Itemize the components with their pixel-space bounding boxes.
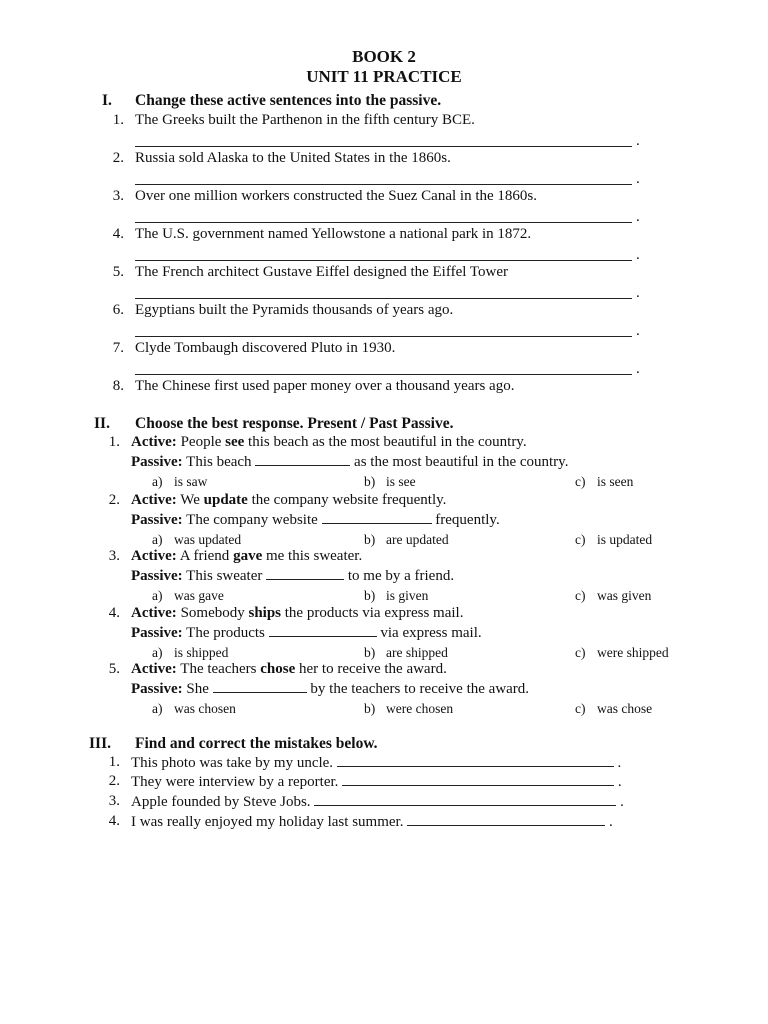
passive-label: Passive: <box>131 625 183 641</box>
mistake-sentence: Apple founded by Steve Jobs. . <box>131 794 624 810</box>
sentence-text: They were interview by a reporter. <box>131 774 343 790</box>
answer-line[interactable] <box>135 222 632 223</box>
answer-option[interactable] <box>152 701 236 717</box>
passive-label: Passive: <box>131 454 183 470</box>
answer-option[interactable] <box>575 645 669 661</box>
correction-blank[interactable] <box>407 813 605 826</box>
option-letter: c) <box>575 588 586 603</box>
item-number: 3. <box>112 188 124 204</box>
mistake-sentence: I was really enjoyed my holiday last summer. . <box>131 814 613 830</box>
option-letter: a) <box>152 645 163 660</box>
section-1-title: Change these active sentences into the passive. <box>135 92 442 109</box>
passive-sentence: Passive: She by the teachers to receive the award. <box>131 681 530 697</box>
line-period: . <box>636 361 640 377</box>
answer-option[interactable] <box>364 645 448 661</box>
sentence-text: I was really enjoyed my holiday last summer. <box>131 814 408 830</box>
answer-blank[interactable] <box>266 567 344 580</box>
option-letter: b) <box>364 701 376 716</box>
active-sentence: Active: We update the company website frequently. <box>131 492 447 508</box>
option-text: is see <box>386 474 416 489</box>
option-text: are shipped <box>386 645 448 660</box>
answer-option[interactable] <box>575 701 652 717</box>
item-sentence: The French architect Gustave Eiffel designed the Eiffel Tower <box>135 264 508 280</box>
option-letter: c) <box>575 474 586 489</box>
active-label: Active: <box>131 661 177 677</box>
active-verb: update <box>203 492 248 508</box>
active-sentence: Active: People see this beach as the most beautiful in the country. <box>131 434 527 450</box>
item-number: 3. <box>108 793 120 809</box>
item-sentence: Russia sold Alaska to the United States in the 1860s. <box>135 150 451 166</box>
item-sentence: The Chinese first used paper money over a thousand years ago. <box>135 378 515 394</box>
option-text: is given <box>386 588 429 603</box>
answer-blank[interactable] <box>255 453 350 466</box>
line-period: . <box>636 323 640 339</box>
option-text: were shipped <box>597 645 669 660</box>
passive-label: Passive: <box>131 568 183 584</box>
item-sentence: Over one million workers constructed the Suez Canal in the 1860s. <box>135 188 537 204</box>
option-text: were chosen <box>386 701 454 716</box>
option-text: is saw <box>174 474 208 489</box>
passive-sentence: Passive: The products via express mail. <box>131 625 482 641</box>
option-letter: a) <box>152 532 163 547</box>
answer-option[interactable] <box>575 532 652 548</box>
active-label: Active: <box>131 434 177 450</box>
item-number: 1. <box>108 434 120 450</box>
passive-sentence: Passive: The company website frequently. <box>131 512 500 528</box>
section-2-title: Choose the best response. Present / Past Passive. <box>135 415 454 432</box>
answer-blank[interactable] <box>269 624 377 637</box>
option-text: was given <box>597 588 652 603</box>
item-number: 4. <box>108 813 120 829</box>
option-text: is updated <box>597 532 653 547</box>
item-number: 6. <box>112 302 124 318</box>
option-letter: a) <box>152 474 163 489</box>
active-label: Active: <box>131 605 177 621</box>
passive-label: Passive: <box>131 512 183 528</box>
sentence-text: This photo was take by my uncle. <box>131 755 337 771</box>
answer-blank[interactable] <box>322 511 432 524</box>
option-letter: c) <box>575 532 586 547</box>
active-sentence: Active: A friend gave me this sweater. <box>131 548 363 564</box>
sentence-text: Apple founded by Steve Jobs. <box>131 794 315 810</box>
active-verb: ships <box>248 605 282 621</box>
option-letter: b) <box>364 588 376 603</box>
item-sentence: The Greeks built the Parthenon in the fifth century BCE. <box>135 112 475 128</box>
correction-blank[interactable] <box>314 793 616 806</box>
item-number: 2. <box>112 150 124 166</box>
item-number: 4. <box>108 605 120 621</box>
correction-blank[interactable] <box>337 754 614 767</box>
option-text: was gave <box>174 588 224 603</box>
answer-option[interactable] <box>152 645 228 661</box>
item-number: 7. <box>112 340 124 356</box>
option-letter: b) <box>364 474 376 489</box>
answer-option[interactable] <box>575 588 651 604</box>
item-number: 2. <box>108 492 120 508</box>
answer-line[interactable] <box>135 184 632 185</box>
active-sentence: Active: Somebody ships the products via express mail. <box>131 605 464 621</box>
section-3-title: Find and correct the mistakes below. <box>135 735 378 752</box>
option-letter: c) <box>575 701 586 716</box>
option-text: is seen <box>597 474 634 489</box>
answer-line[interactable] <box>135 260 632 261</box>
line-period: . <box>636 171 640 187</box>
option-letter: a) <box>152 588 163 603</box>
answer-option[interactable] <box>364 474 416 490</box>
option-letter: a) <box>152 701 163 716</box>
answer-option[interactable] <box>364 701 453 717</box>
correction-blank[interactable] <box>342 773 614 786</box>
line-period: . <box>636 209 640 225</box>
option-letter: b) <box>364 645 376 660</box>
answer-option[interactable] <box>575 474 633 490</box>
item-number: 4. <box>112 226 124 242</box>
answer-blank[interactable] <box>213 680 307 693</box>
passive-label: Passive: <box>131 681 183 697</box>
answer-line[interactable] <box>135 146 632 147</box>
item-number: 3. <box>108 548 120 564</box>
section-2-numeral: II. <box>94 415 110 432</box>
mistake-sentence: This photo was take by my uncle. . <box>131 755 622 771</box>
item-sentence: Egyptians built the Pyramids thousands of years ago. <box>135 302 454 318</box>
active-label: Active: <box>131 548 177 564</box>
active-label: Active: <box>131 492 177 508</box>
item-sentence: The U.S. government named Yellowstone a national park in 1872. <box>135 226 532 242</box>
answer-option[interactable] <box>152 588 224 604</box>
option-letter: b) <box>364 532 376 547</box>
passive-sentence: Passive: This beach as the most beautiful in the country. <box>131 454 569 470</box>
option-text: is shipped <box>174 645 229 660</box>
active-verb: chose <box>260 661 296 677</box>
option-text: was chose <box>597 701 653 716</box>
item-number: 5. <box>112 264 124 280</box>
active-verb: gave <box>233 548 263 564</box>
book-title: BOOK 2 <box>352 47 416 66</box>
section-1-numeral: I. <box>102 92 112 109</box>
mistake-sentence: They were interview by a reporter. . <box>131 774 622 790</box>
answer-option[interactable] <box>152 474 207 490</box>
unit-title: UNIT 11 PRACTICE <box>306 67 462 86</box>
answer-option[interactable] <box>152 532 241 548</box>
section-3-numeral: III. <box>89 735 111 752</box>
item-number: 8. <box>112 378 124 394</box>
line-period: . <box>636 247 640 263</box>
passive-sentence: Passive: This sweater to me by a friend. <box>131 568 455 584</box>
line-period: . <box>636 133 640 149</box>
answer-line[interactable] <box>135 336 632 337</box>
answer-line[interactable] <box>135 374 632 375</box>
item-sentence: Clyde Tombaugh discovered Pluto in 1930. <box>135 340 396 356</box>
item-number: 1. <box>112 112 124 128</box>
item-number: 1. <box>108 754 120 770</box>
option-letter: c) <box>575 645 586 660</box>
answer-line[interactable] <box>135 298 632 299</box>
active-verb: see <box>225 434 245 450</box>
item-number: 2. <box>108 773 120 789</box>
line-period: . <box>636 285 640 301</box>
item-number: 5. <box>108 661 120 677</box>
answer-option[interactable] <box>364 532 449 548</box>
active-sentence: Active: The teachers chose her to receive the award. <box>131 661 447 677</box>
option-text: was updated <box>174 532 242 547</box>
answer-option[interactable] <box>364 588 428 604</box>
option-text: are updated <box>386 532 449 547</box>
option-text: was chosen <box>174 701 236 716</box>
